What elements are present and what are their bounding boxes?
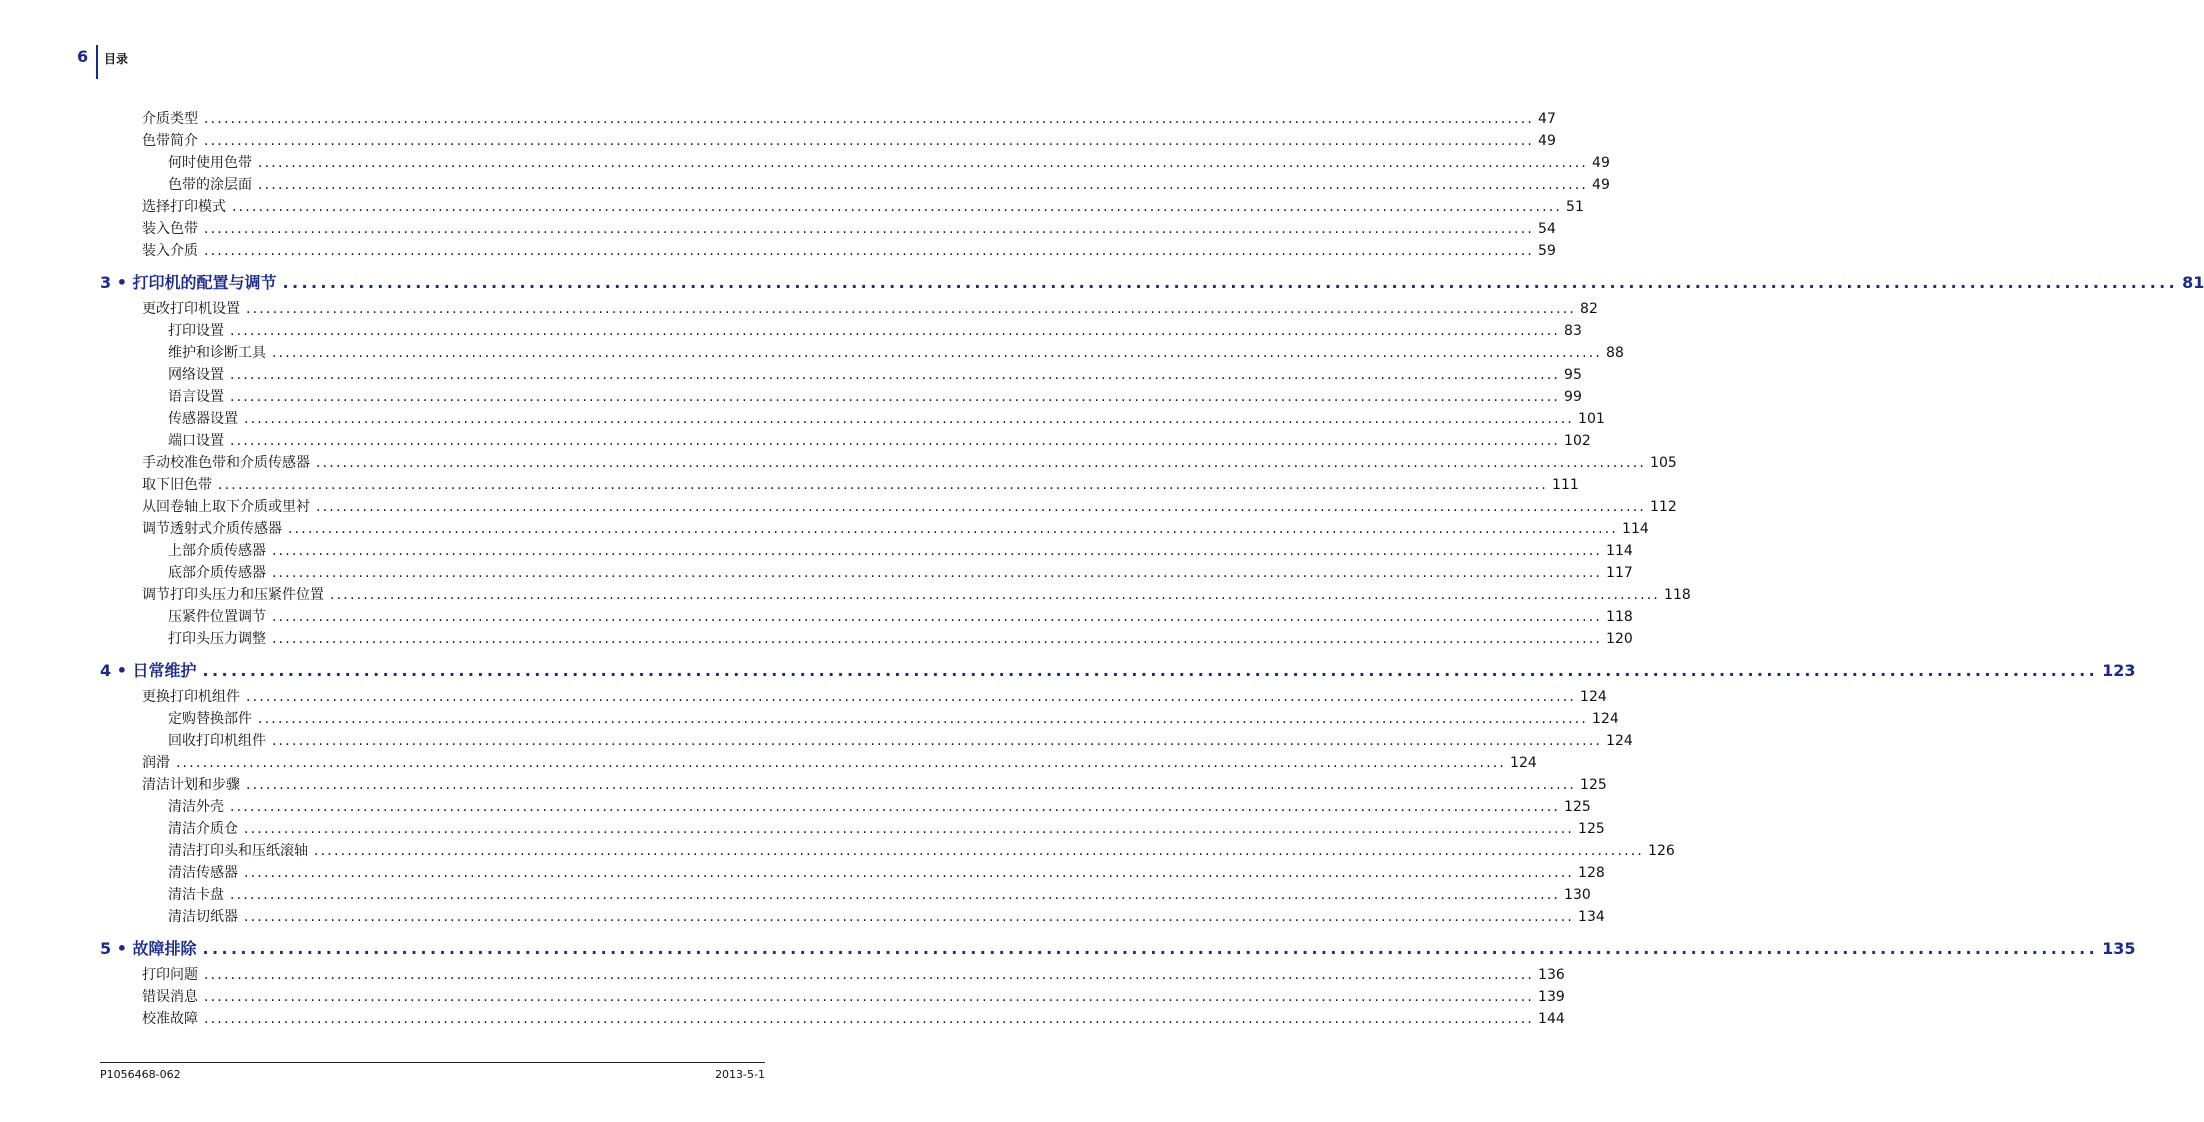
- toc-entry-page: 125: [1580, 777, 1607, 793]
- toc-leader-dots: ........................................................................................................................................................................................................: [330, 587, 1661, 603]
- toc-entry-title: 更换打印机组件: [142, 689, 240, 705]
- toc-entry-title: 维护和诊断工具: [168, 345, 266, 361]
- toc-entry-title: 色带简介: [142, 133, 198, 149]
- toc-entry[interactable]: [168, 386, 1582, 406]
- toc-entry-page: 134: [1578, 909, 1605, 925]
- toc-entry-page: 49: [1538, 133, 1556, 149]
- toc-entry-title: 更改打印机设置: [142, 301, 240, 317]
- toc-entry[interactable]: [142, 1008, 1565, 1028]
- toc-leader-dots: ........................................................................................................................................................................................................: [316, 455, 1647, 471]
- toc-entry-page: 125: [1578, 821, 1605, 837]
- toc-leader-dots: ........................................................................................................................................................................................................: [204, 989, 1535, 1005]
- toc-entry-title: 取下旧色带: [142, 477, 212, 493]
- toc-entry-page: 81: [2182, 273, 2204, 292]
- toc-entry-title: 清洁计划和步骤: [142, 777, 240, 793]
- toc-entry-title: 5 • 故障排除: [100, 939, 197, 958]
- toc-entry-page: 111: [1552, 477, 1579, 493]
- toc-entry-title: 调节透射式介质传感器: [142, 521, 282, 537]
- toc-entry-page: 49: [1592, 177, 1610, 193]
- toc-entry[interactable]: [168, 606, 1633, 626]
- toc-leader-dots: ........................................................................................................................................................................................................: [288, 521, 1619, 537]
- toc-entry-title: 打印问题: [142, 967, 198, 983]
- toc-leader-dots: ........................................................................................................................................................................................................: [282, 273, 2179, 292]
- toc-entry-page: 54: [1538, 221, 1556, 237]
- toc-entry-title: 清洁介质仓: [168, 821, 238, 837]
- toc-entry[interactable]: [142, 496, 1677, 516]
- toc-entry-title: 清洁传感器: [168, 865, 238, 881]
- toc-entry[interactable]: [142, 518, 1649, 538]
- toc-leader-dots: ........................................................................................................................................................................................................: [244, 821, 1575, 837]
- toc-entry-page: 51: [1566, 199, 1584, 215]
- toc-entry-page: 118: [1664, 587, 1691, 603]
- toc-leader-dots: ........................................................................................................................................................................................................: [230, 389, 1561, 405]
- toc-leader-dots: ........................................................................................................................................................................................................: [232, 199, 1563, 215]
- toc-entry[interactable]: [142, 584, 1691, 604]
- toc-entry[interactable]: [142, 964, 1565, 984]
- toc-leader-dots: ........................................................................................................................................................................................................: [204, 243, 1535, 259]
- toc-entry-page: 118: [1606, 609, 1633, 625]
- toc-leader-dots: ........................................................................................................................................................................................................: [244, 865, 1575, 881]
- toc-leader-dots: ........................................................................................................................................................................................................: [244, 411, 1575, 427]
- toc-entry-title: 介质类型: [142, 111, 198, 127]
- toc-leader-dots: ........................................................................................................................................................................................................: [272, 733, 1603, 749]
- toc-leader-dots: ........................................................................................................................................................................................................: [204, 1011, 1535, 1027]
- toc-entry[interactable]: [142, 130, 1556, 150]
- toc-entry[interactable]: [142, 986, 1565, 1006]
- toc-entry-title: 清洁卡盘: [168, 887, 224, 903]
- toc-leader-dots: ........................................................................................................................................................................................................: [230, 433, 1561, 449]
- toc-entry-page: 126: [1648, 843, 1675, 859]
- toc-entry-title: 错误消息: [142, 989, 198, 1005]
- toc-entry-page: 144: [1538, 1011, 1565, 1027]
- toc-leader-dots: ........................................................................................................................................................................................................: [176, 755, 1507, 771]
- toc-entry-page: 124: [1606, 733, 1633, 749]
- toc-leader-dots: ........................................................................................................................................................................................................: [230, 367, 1561, 383]
- toc-entry-title: 选择打印模式: [142, 199, 226, 215]
- toc-entry-page: 99: [1564, 389, 1582, 405]
- toc-entry[interactable]: [168, 430, 1591, 450]
- toc-leader-dots: ........................................................................................................................................................................................................: [272, 565, 1603, 581]
- toc-entry-title: 上部介质传感器: [168, 543, 266, 559]
- toc-leader-dots: ........................................................................................................................................................................................................: [272, 543, 1603, 559]
- toc-entry-title: 回收打印机组件: [168, 733, 266, 749]
- toc-entry-page: 102: [1564, 433, 1591, 449]
- toc-leader-dots: ........................................................................................................................................................................................................: [204, 133, 1535, 149]
- toc-entry[interactable]: [168, 796, 1591, 816]
- toc-entry-title: 3 • 打印机的配置与调节: [100, 273, 277, 292]
- toc-leader-dots: ........................................................................................................................................................................................................: [204, 221, 1535, 237]
- toc-leader-dots: ........................................................................................................................................................................................................: [258, 155, 1589, 171]
- toc-entry-title: 底部介质传感器: [168, 565, 266, 581]
- toc-entry[interactable]: [168, 884, 1591, 904]
- toc-leader-dots: ........................................................................................................................................................................................................: [272, 609, 1603, 625]
- toc-entry-page: 83: [1564, 323, 1582, 339]
- toc-leader-dots: ........................................................................................................................................................................................................: [218, 477, 1549, 493]
- toc-entry[interactable]: [168, 906, 1605, 926]
- toc-entry-page: 136: [1538, 967, 1565, 983]
- toc-leader-dots: ........................................................................................................................................................................................................: [246, 777, 1577, 793]
- toc-chapter-entry[interactable]: [100, 658, 2136, 681]
- toc-leader-dots: ........................................................................................................................................................................................................: [246, 689, 1577, 705]
- toc-entry-title: 装入色带: [142, 221, 198, 237]
- toc-entry[interactable]: [168, 152, 1610, 172]
- toc-entry-page: 59: [1538, 243, 1556, 259]
- toc-entry[interactable]: [142, 196, 1584, 216]
- toc-leader-dots: ........................................................................................................................................................................................................: [230, 887, 1561, 903]
- toc-entry[interactable]: [142, 240, 1556, 260]
- toc-leader-dots: ........................................................................................................................................................................................................: [316, 499, 1647, 515]
- toc-entry[interactable]: [142, 218, 1556, 238]
- toc-entry[interactable]: [168, 342, 1624, 362]
- toc-entry[interactable]: [168, 320, 1582, 340]
- toc-entry-title: 清洁外壳: [168, 799, 224, 815]
- toc-leader-dots: ........................................................................................................................................................................................................: [272, 631, 1603, 647]
- page-number: 6: [77, 47, 89, 66]
- toc-entry-page: 117: [1606, 565, 1633, 581]
- toc-entry-page: 95: [1564, 367, 1582, 383]
- footer-rule: [100, 1062, 765, 1063]
- toc-leader-dots: ........................................................................................................................................................................................................: [258, 711, 1589, 727]
- toc-entry-title: 打印设置: [168, 323, 224, 339]
- toc-entry-title: 润滑: [142, 755, 170, 771]
- toc-chapter-entry[interactable]: [100, 270, 2204, 293]
- toc-entry[interactable]: [168, 730, 1633, 750]
- toc-entry[interactable]: [168, 840, 1675, 860]
- toc-entry-title: 压紧件位置调节: [168, 609, 266, 625]
- toc-entry[interactable]: [168, 818, 1605, 838]
- toc-entry[interactable]: [168, 540, 1633, 560]
- toc-entry[interactable]: [142, 474, 1579, 494]
- toc-entry-page: 139: [1538, 989, 1565, 1005]
- toc-leader-dots: ........................................................................................................................................................................................................: [272, 345, 1603, 361]
- footer-doc-id: P1056468-062: [100, 1068, 181, 1081]
- toc-entry-page: 105: [1650, 455, 1677, 471]
- toc-entry[interactable]: [142, 452, 1677, 472]
- toc-leader-dots: ........................................................................................................................................................................................................: [202, 939, 2099, 958]
- toc-leader-dots: ........................................................................................................................................................................................................: [244, 909, 1575, 925]
- footer-date: 2013-5-1: [715, 1068, 765, 1081]
- toc-entry-page: 49: [1592, 155, 1610, 171]
- toc-entry[interactable]: [168, 174, 1610, 194]
- toc-entry-title: 打印头压力调整: [168, 631, 266, 647]
- toc-entry-title: 装入介质: [142, 243, 198, 259]
- toc-leader-dots: ........................................................................................................................................................................................................: [314, 843, 1645, 859]
- toc-entry[interactable]: [142, 774, 1607, 794]
- header-divider: [96, 45, 98, 79]
- toc-entry[interactable]: [168, 708, 1619, 728]
- toc-entry-title: 色带的涂层面: [168, 177, 252, 193]
- toc-entry-page: 120: [1606, 631, 1633, 647]
- toc-entry-page: 88: [1606, 345, 1624, 361]
- toc-chapter-entry[interactable]: [100, 936, 2136, 959]
- toc-entry-page: 82: [1580, 301, 1598, 317]
- toc-entry-title: 定购替换部件: [168, 711, 252, 727]
- toc-entry-page: 123: [2102, 661, 2136, 680]
- header-title: 目录: [104, 52, 129, 66]
- toc-entry-page: 101: [1578, 411, 1605, 427]
- toc-entry-page: 124: [1580, 689, 1607, 705]
- toc-leader-dots: ........................................................................................................................................................................................................: [204, 967, 1535, 983]
- toc-entry[interactable]: [142, 298, 1598, 318]
- toc-entry[interactable]: [142, 752, 1537, 772]
- toc-leader-dots: ........................................................................................................................................................................................................: [204, 111, 1535, 127]
- toc-entry-title: 传感器设置: [168, 411, 238, 427]
- toc-entry-page: 114: [1622, 521, 1649, 537]
- toc-entry-title: 4 • 日常维护: [100, 661, 197, 680]
- toc-entry-title: 语言设置: [168, 389, 224, 405]
- toc-entry-title: 手动校准色带和介质传感器: [142, 455, 310, 471]
- toc-entry[interactable]: [168, 628, 1633, 648]
- toc-entry-title: 清洁打印头和压纸滚轴: [168, 843, 308, 859]
- toc-entry-page: 47: [1538, 111, 1556, 127]
- toc-entry[interactable]: [142, 108, 1556, 128]
- toc-entry[interactable]: [142, 686, 1607, 706]
- toc-leader-dots: ........................................................................................................................................................................................................: [258, 177, 1589, 193]
- toc-entry-title: 端口设置: [168, 433, 224, 449]
- toc-entry-title: 清洁切纸器: [168, 909, 238, 925]
- toc-entry-page: 135: [2102, 939, 2136, 958]
- toc-entry-page: 124: [1592, 711, 1619, 727]
- toc-entry-title: 网络设置: [168, 367, 224, 383]
- toc-entry[interactable]: [168, 862, 1605, 882]
- toc-entry-page: 125: [1564, 799, 1591, 815]
- toc-entry[interactable]: [168, 364, 1582, 384]
- toc-entry-page: 112: [1650, 499, 1677, 515]
- toc-leader-dots: ........................................................................................................................................................................................................: [230, 323, 1561, 339]
- toc-entry[interactable]: [168, 408, 1605, 428]
- toc-leader-dots: ........................................................................................................................................................................................................: [246, 301, 1577, 317]
- toc-entry-page: 130: [1564, 887, 1591, 903]
- toc-entry-page: 124: [1510, 755, 1537, 771]
- toc-entry[interactable]: [168, 562, 1633, 582]
- toc-entry-title: 调节打印头压力和压紧件位置: [142, 587, 324, 603]
- toc-entry-page: 114: [1606, 543, 1633, 559]
- toc-leader-dots: ........................................................................................................................................................................................................: [202, 661, 2099, 680]
- toc-entry-page: 128: [1578, 865, 1605, 881]
- toc-entry-title: 校准故障: [142, 1011, 198, 1027]
- toc-entry-title: 从回卷轴上取下介质或里衬: [142, 499, 310, 515]
- toc-entry-title: 何时使用色带: [168, 155, 252, 171]
- toc-leader-dots: ........................................................................................................................................................................................................: [230, 799, 1561, 815]
